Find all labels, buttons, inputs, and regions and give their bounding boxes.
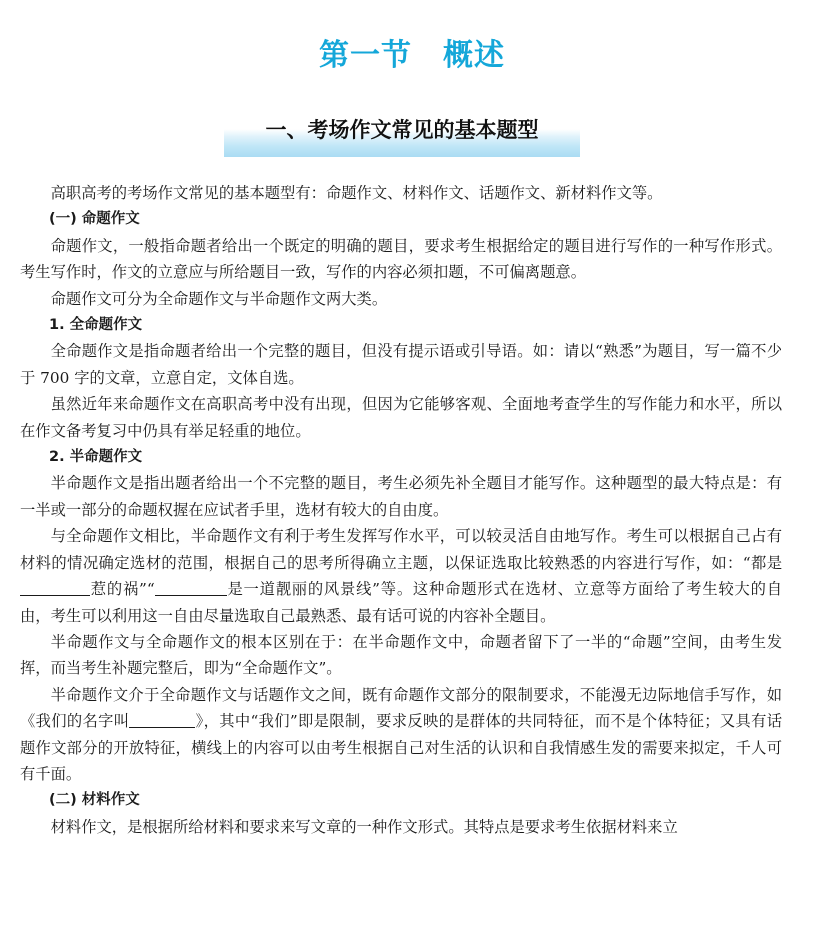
section-title: 第一节 概述 bbox=[319, 38, 505, 73]
half-proposition-paragraph-4 bbox=[20, 682, 782, 788]
text-segment: 》，其中“我们”即是限制，要求反映的是群体的共同特征，而不是个体特征；又具有话题作文部分的开放特征，横线上的内容可以由考生根据自己对生活的认识和自我情感生发的需要来拟定，千人可有千面。 bbox=[20, 712, 782, 783]
text-segment: 与全命题作文相比，半命题作文有利于考生发挥写作水平，可以较灵活自由地写作。考生可以根据自己占有材料的情况确定选材的范围，根据自己的思考所得确立主题，以保证选取比较熟悉的内容进行写作，如：“都是 bbox=[20, 527, 782, 572]
material-essay-paragraph: 材料作文，是根据所给材料和要求来写文章的一种作文形式。其特点是要求考生依据材料来立 bbox=[50, 817, 678, 836]
full-proposition-paragraph-2: 虽然近年来命题作文在高职高考中没有出现，但因为它能够客观、全面地考查学生的写作能力和水平，所以在作文备考复习中仍具有举足轻重的地位。 bbox=[20, 395, 782, 440]
half-proposition-paragraph: 半命题作文是指出题者给出一个不完整的题目，考生必须先补全题目才能写作。这种题型的最大特点是：有一半或一部分的命题权握在应试者手里，选材有较大的自由度。 bbox=[20, 474, 782, 519]
section-banner bbox=[224, 109, 580, 157]
definition-paragraph: 命题作文，一般指命题者给出一个既定的明确的题目，要求考生根据给定的题目进行写作的一种写作形式。考生写作时，作文的立意应与所给题目一致，写作的内容必须扣题，不可偏离题意。 bbox=[20, 236, 782, 282]
article-body bbox=[20, 180, 782, 840]
half-proposition-paragraph-3: 半命题作文与全命题作文的根本区别在于：在半命题作文中，命题者留下了一半的“命题”空间，由考生发挥，而当考生补题完整后，即为“全命题作文”。 bbox=[20, 632, 782, 678]
heading-material-essay: (二) 材料作文 bbox=[49, 792, 140, 809]
heading-proposition-essay: (一) 命题作文 bbox=[49, 211, 140, 228]
fill-blank-line bbox=[155, 580, 227, 596]
intro-paragraph: 高职高考的考场作文常见的基本题型有：命题作文、材料作文、话题作文、新材料作文等。 bbox=[50, 184, 663, 202]
heading-full-proposition: 1. 全命题作文 bbox=[49, 317, 143, 334]
fill-blank-line bbox=[129, 712, 195, 728]
text-segment: 是一道靓丽的风景线”等。这种命题形式在选材、立意等方面给了考生较大的自由，考生可以利用这一自由尽量选取自己最熟悉、最有话可说的内容补全题目。 bbox=[20, 580, 782, 625]
types-paragraph: 命题作文可分为全命题作文与半命题作文两大类。 bbox=[50, 289, 388, 308]
heading-half-proposition: 2. 半命题作文 bbox=[49, 449, 143, 466]
half-proposition-paragraph-2 bbox=[20, 523, 782, 629]
text-segment: 惹的祸”“ bbox=[90, 580, 155, 599]
text-segment: 半命题作文介于全命题作文与话题作文之间，既有命题作文部分的限制要求，不能漫无边际地信手写作，如《我们的名字叫 bbox=[20, 685, 782, 731]
full-proposition-paragraph: 全命题作文是指命题者给出一个完整的题目，但没有提示语或引导语。如：请以“熟悉”为题目，写一篇不少于 700 字的文章，立意自定，文体自选。 bbox=[20, 342, 782, 387]
banner-title: 一、考场作文常见的基本题型 bbox=[265, 118, 539, 142]
fill-blank-line bbox=[20, 580, 90, 596]
